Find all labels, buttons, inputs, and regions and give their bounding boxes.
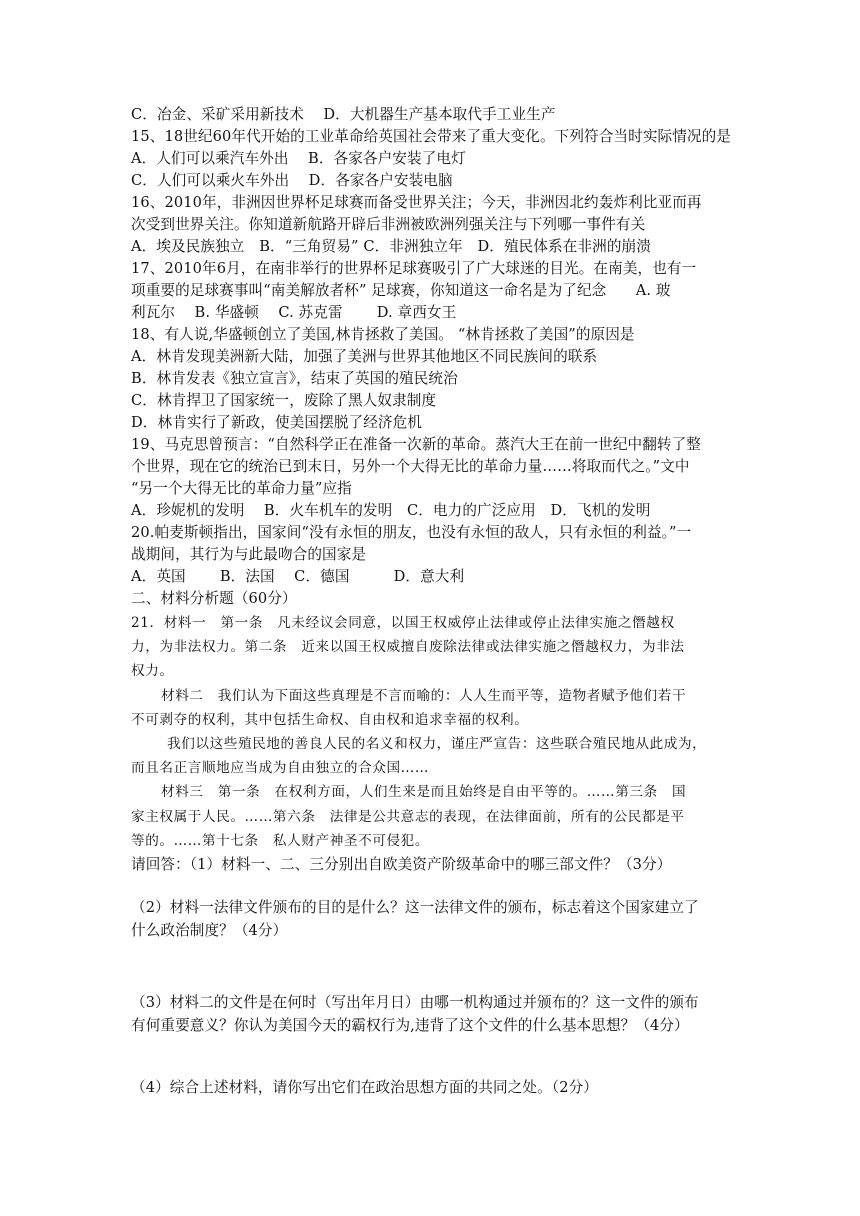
material-three-line3: 等的。……第十七条 私人财产神圣不可侵犯。 — [131, 833, 430, 849]
q16-stem-line2: 次受到世界关注。你知道新航路开辟后非洲被欧洲列强关注与下列哪一事件有关 — [131, 216, 646, 233]
section-two-heading: 二、材料分析题（60分） — [131, 590, 297, 607]
q18-option-c: C．林肯捍卫了国家统一，废除了黑人奴隶制度 — [131, 392, 437, 409]
material-one-line1: 21．材料一 第一条 凡未经议会同意，以国王权威停止法律或停止法律实施之僭越权 — [131, 615, 675, 631]
q18-option-d: D．林肯实行了新政，使美国摆脱了经济危机 — [131, 414, 422, 431]
q20-options: A．英国 B．法国 C．德国 D．意大利 — [131, 568, 465, 585]
q16-options: A．埃及民族独立 B．“三角贸易” C．非洲独立年 D．殖民体系在非洲的崩溃 — [131, 238, 651, 255]
material-one-line2: 力，为非法权力。第二条 近来以国王权威擅自废除法律或法律实施之僭越权力，为非法 — [131, 639, 685, 655]
q19-stem-line1: 19、马克思曾预言：“自然科学正在准备一次新的革命。蒸汽大王在前一世纪中翻转了整 — [131, 436, 702, 453]
material-two-line2: 不可剥夺的权利，其中包括生命权、自由权和追求幸福的权利。 — [131, 712, 529, 728]
material-two-line3: 我们以这些殖民地的善良人民的名义和权力，谨庄严宣告：这些联合殖民地从此成为， — [167, 736, 707, 752]
material-three-line1: 材料三 第一条 在权利方面，人们生来是而且始终是自由平等的。……第三条 国 — [161, 784, 687, 800]
question-2-line2: 什么政治制度？（4分） — [131, 922, 288, 939]
question-4: （4）综合上述材料，请你写出它们在政治思想方面的共同之处。（2分） — [131, 1079, 598, 1096]
material-two-line1: 材料二 我们认为下面这些真理是不言而喻的：人人生而平等，造物者赋予他们若干 — [161, 688, 687, 704]
q20-stem-line2: 战期间，其行为与此最吻合的国家是 — [131, 546, 367, 563]
q14-options-cd: C．冶金、采矿采用新技术 D．大机器生产基本取代手工业生产 — [131, 106, 556, 123]
q19-stem-line3: “另一个大得无比的革命力量”应指 — [131, 480, 352, 497]
q18-stem: 18、有人说,华盛顿创立了美国,林肯拯救了美国。 “林肯拯救了美国”的原因是 — [131, 326, 635, 343]
question-2-line1: （2）材料一法律文件颁布的目的是什么？这一法律文件的颁布，标志着这个国家建立了 — [131, 899, 699, 916]
question-3-line2: 有何重要意义？你认为美国今天的霸权行为,违背了这个文件的什么基本思想？（4分） — [131, 1017, 689, 1034]
q15-options-cd: C．人们可以乘火车外出 D．各家各户安装电脑 — [131, 172, 453, 189]
question-3-line1: （3）材料二的文件是在何时（写出年月日）由哪一机构通过并颁布的？这一文件的颁布 — [131, 994, 699, 1011]
q15-stem: 15、18世纪60年代开始的工业革命给英国社会带来了重大变化。下列符合当时实际情况的是 — [131, 128, 731, 145]
q16-stem-line1: 16、2010年，非洲因世界杯足球赛而备受世界关注；今天，非洲因北约轰炸利比亚而再 — [131, 194, 702, 211]
q19-stem-line2: 个世界，现在它的统治已到末日，另外一个大得无比的革命力量……将取而代之。”文中 — [131, 458, 690, 475]
q18-option-b: B．林肯发表《独立宣言》，结束了英国的殖民统治 — [131, 370, 458, 387]
q18-option-a: A．林肯发现美洲新大陆，加强了美洲与世界其他地区不同民族间的联系 — [131, 348, 598, 365]
material-one-line3: 权力。 — [131, 663, 174, 679]
q15-options-ab: A．人们可以乘汽车外出 B．各家各户安装了电灯 — [131, 150, 466, 167]
q19-options: A．珍妮机的发明 B．火车机车的发明 C．电力的广泛应用 D．飞机的发明 — [131, 502, 651, 519]
q17-stem-line2: 项重要的足球赛事叫“南美解放者杯” 足球赛，你知道这一命名是为了纪念 A. 玻 — [131, 282, 671, 299]
q20-stem-line1: 20.帕麦斯顿指出，国家间“没有永恒的朋友，也没有永恒的敌人，只有永恒的利益。”一 — [131, 524, 692, 541]
material-two-line4: 而且名正言顺地应当成为自由独立的合众国…… — [131, 760, 430, 776]
material-three-line2: 家主权属于人民。……第六条 法律是公共意志的表现，在法律面前，所有的公民都是平 — [131, 809, 685, 825]
question-1: 请回答：（1）材料一、二、三分别出自欧美资产阶级革命中的哪三部文件？（3分） — [131, 856, 672, 873]
q17-options: 利瓦尔 B. 华盛顿 C. 苏克雷 D. 章西女王 — [131, 304, 457, 321]
q17-stem-line1: 17、2010年6月，在南非举行的世界杯足球赛吸引了广大球迷的目光。在南美，也有一 — [131, 260, 697, 277]
